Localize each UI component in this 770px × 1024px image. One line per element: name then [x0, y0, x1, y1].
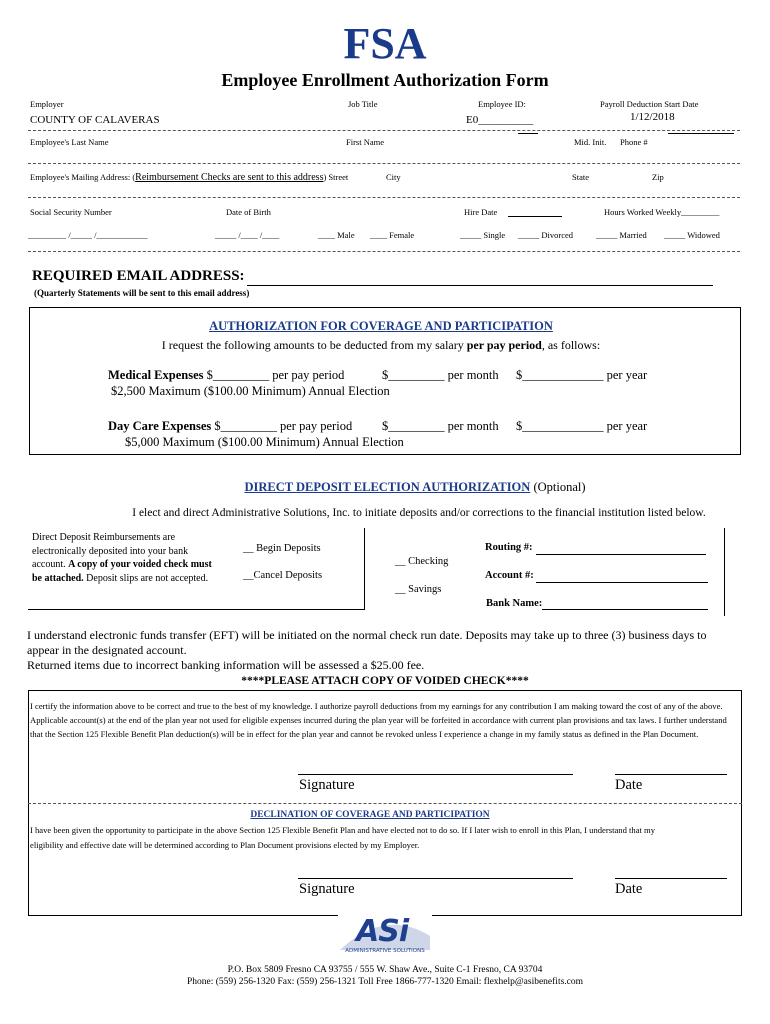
savings-option[interactable]: __ Savings [395, 584, 442, 595]
medical-expenses-row [108, 368, 344, 383]
medical-label: Medical Expenses [108, 368, 204, 382]
bank-name-label: Bank Name: [486, 598, 543, 609]
daycare-per-month-field[interactable]: $_________ per month [382, 419, 499, 433]
account-input-line[interactable] [536, 582, 708, 583]
footer-contact: Phone: (559) 256-1320 Fax: (559) 256-1321 Toll Free 1866-777-1320 Email: flexhelp@asibenefits.com [186, 977, 584, 987]
footer-address: P.O. Box 5809 Fresno CA 93755 / 555 W. Shaw Ave., Suite C-1 Fresno, CA 93704 [227, 965, 543, 975]
row3-divider [28, 197, 740, 198]
account-label: Account #: [485, 570, 534, 581]
asi-logo [338, 910, 432, 962]
zip-label: Zip [652, 172, 664, 182]
ssn-field[interactable]: _________ /_____ /____________ [28, 230, 148, 240]
mailing-label-end: ) Street [323, 172, 349, 182]
certification-text: I certify the information above to be correct and true to the best of my knowledge. I authorize payroll deductions from my earnings for any contribution I am making toward the cost of any of the above. Applicable account(s) at the end of the plan year not used for eligible expenses incurred during the plan year will be forfeited in accordance with current plan provisions and tax laws. I further understand that the Section 125 Flexible Benefit Plan deduction(s) will be in effect for the plan year and cannot be revoked unless I experience a change in my family status as defined in the Plan Document. [30, 701, 727, 739]
phone-label: Phone # [620, 137, 648, 147]
date-label-2: Date [615, 881, 643, 897]
mailing-label-start: Employee's Mailing Address: ( [30, 172, 136, 182]
signature-label-2: Signature [299, 881, 355, 897]
signature-line-2[interactable] [298, 878, 573, 879]
bank-name-input-line[interactable] [542, 609, 708, 610]
daycare-expenses-row [108, 419, 352, 434]
divorced-option[interactable]: _____ Divorced [518, 230, 574, 240]
hire-date-label [464, 207, 497, 217]
deposit-note-bold: A copy of your voided check must be attached. [32, 559, 212, 584]
coverage-intro [0, 338, 762, 353]
male-option[interactable]: ____ Male [318, 230, 355, 240]
attach-check-notice: ****PLEASE ATTACH COPY OF VOIDED CHECK**** [241, 675, 529, 687]
deposit-heading-row [0, 480, 770, 495]
first-name-label: First Name [346, 137, 385, 147]
date-line-2[interactable] [615, 878, 727, 879]
state-label: State [572, 172, 589, 182]
row2-divider [28, 163, 740, 164]
form-subtitle: Employee Enrollment Authorization Form [221, 70, 549, 90]
last-name-label: Employee's Last Name [30, 137, 109, 147]
logo-subtext: ADMINISTRATIVE SOLUTIONS [345, 948, 425, 954]
coverage-intro-post: , as follows: [541, 338, 601, 352]
coverage-heading: AUTHORIZATION FOR COVERAGE AND PARTICIPATION [209, 319, 553, 333]
mailing-address-label [30, 172, 348, 183]
signature-label-1: Signature [299, 777, 355, 793]
checking-option[interactable]: __ Checking [395, 556, 449, 567]
medical-limit: $2,500 Maximum ($100.00 Minimum) Annual Election [111, 384, 390, 398]
date-label-1: Date [615, 777, 643, 793]
employee-id-field[interactable]: E0__________ [466, 114, 534, 126]
row5-divider [28, 251, 740, 252]
row1-divider [28, 130, 740, 131]
medical-per-pay-field[interactable]: $_________ per pay period [206, 368, 345, 382]
employee-id-underline [518, 133, 538, 134]
dob-label: Date of Birth [226, 207, 271, 217]
logo-text: ASi [356, 914, 409, 949]
coverage-intro-bold: per pay period [466, 338, 542, 352]
payroll-start-label: Payroll Deduction Start Date [600, 99, 699, 109]
deposit-note [32, 531, 218, 585]
daycare-per-year-field[interactable]: $_____________ per year [516, 419, 648, 433]
payroll-start-field[interactable]: 1/12/2018 [630, 111, 675, 123]
mailing-note: Reimbursement Checks are sent to this address [135, 172, 324, 183]
daycare-per-pay-field[interactable]: $_________ per pay period [214, 419, 353, 433]
deposit-note-pre: Direct Deposit Reimbursements are electronically deposited into your bank account. [32, 532, 189, 570]
deposit-intro: I elect and direct Administrative Solutions, Inc. to initiate deposits and/or corrections to the financial institution listed below. [132, 507, 706, 519]
coverage-intro-pre: I request the following amounts to be deducted from my salary [161, 338, 467, 352]
widowed-option[interactable]: _____ Widowed [664, 230, 720, 240]
medical-per-year-field[interactable]: $_____________ per year [516, 368, 648, 382]
payroll-start-underline [668, 133, 734, 134]
date-line-1[interactable] [615, 774, 727, 775]
married-option[interactable]: _____ Married [596, 230, 647, 240]
declination-text: I have been given the opportunity to participate in the above Section 125 Flexible Benefit Plan and have elected not to do so. If I later wish to enroll in this Plan, I understand that my eligibility and effective date will be determined according to Plan Document provisions elected by my Employer. [30, 825, 656, 850]
email-input-line[interactable] [247, 285, 713, 286]
declination-divider [28, 803, 742, 804]
routing-input-line[interactable] [536, 554, 706, 555]
employer-label: Employer [30, 99, 64, 109]
female-option[interactable]: ____ Female [370, 230, 415, 240]
deposit-heading: DIRECT DEPOSIT ELECTION AUTHORIZATION [244, 480, 531, 494]
deposit-right-box [365, 528, 725, 616]
email-note: (Quarterly Statements will be sent to this email address) [34, 288, 250, 298]
city-label: City [386, 172, 401, 182]
routing-label: Routing #: [485, 542, 533, 553]
employee-id-label: Employee ID: [478, 99, 526, 109]
begin-deposits-option[interactable]: __ Begin Deposits [243, 543, 321, 554]
medical-per-month-field[interactable]: $_________ per month [382, 368, 499, 382]
dob-field[interactable]: _____ /____ /____ [215, 230, 280, 240]
deposit-note-post: Deposit slips are not accepted. [86, 572, 209, 584]
hire-date-text: Hire Date [464, 207, 498, 217]
eft-notice: I understand electronic funds transfer (EFT) will be initiated on the normal check run date. Deposits may take up to three (3) business days to appear in the designated account. [27, 628, 707, 657]
returned-items-notice: Returned items due to incorrect banking information will be assessed a $25.00 fee. [27, 658, 425, 672]
hours-worked-label: Hours Worked Weekly_________ [604, 207, 720, 217]
single-option[interactable]: _____ Single [460, 230, 506, 240]
declination-heading: DECLINATION OF COVERAGE AND PARTICIPATION [250, 810, 490, 820]
employer-field[interactable]: COUNTY OF CALAVERAS [30, 114, 160, 126]
deposit-optional: (Optional) [533, 480, 586, 494]
form-title: FSA [343, 19, 427, 68]
mid-init-label: Mid. Init. [574, 137, 607, 147]
daycare-limit: $5,000 Maximum ($100.00 Minimum) Annual Election [125, 435, 404, 449]
hire-date-underline [508, 216, 562, 217]
ssn-label: Social Security Number [30, 207, 112, 217]
job-title-label: Job Title [348, 99, 378, 109]
cancel-deposits-option[interactable]: __Cancel Deposits [243, 570, 323, 581]
email-label: REQUIRED EMAIL ADDRESS: [32, 268, 245, 284]
signature-line-1[interactable] [298, 774, 573, 775]
daycare-label: Day Care Expenses [108, 419, 212, 433]
